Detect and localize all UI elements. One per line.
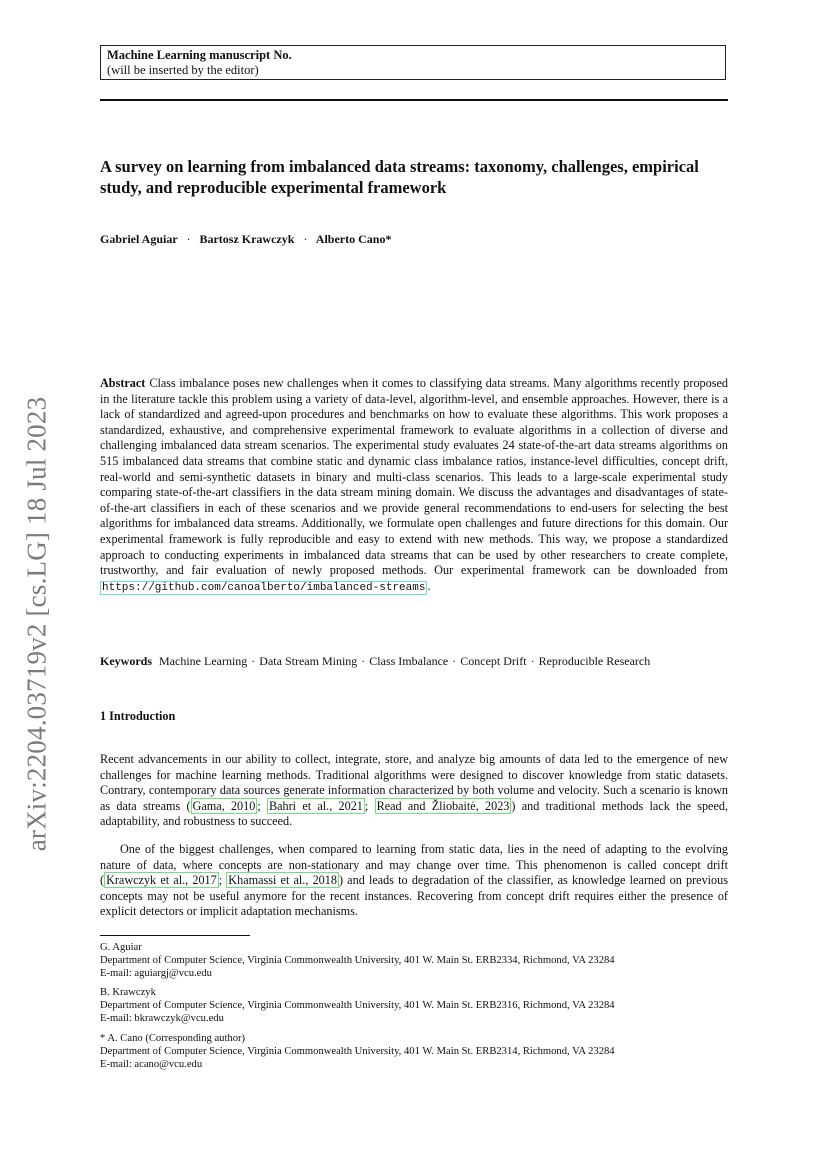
section-heading-introduction: 1 Introduction [100,709,176,723]
citation-separator: ; [218,873,227,888]
keyword-item: Data Stream Mining [259,654,358,668]
paragraph-text: ) and leads to degradation of the classifier, as knowledge learned on previous concepts may not be useful anymore for the recent instances. Recovering from concept drift requires either the presence of explicit detectors or implicit adaptation mechanisms. [100,873,728,919]
abstract-end: . [427,578,431,593]
keyword-item: Reproducible Research [538,654,651,668]
keywords-label: Keywords [100,654,152,668]
footnote-name: B. Krawczyk [100,987,156,998]
abstract [100,376,728,596]
author-name: Bartosz Krawczyk [199,232,295,246]
manuscript-number: Machine Learning manuscript No. [107,48,292,62]
author-name: Gabriel Aguiar [100,232,178,246]
footnote-email: E-mail: acano@vcu.edu [100,1059,203,1070]
intro-paragraph-1 [100,752,728,830]
arxiv-identifier-text: arXiv:2204.03719v2 [cs.LG] 18 Jul 2023 [21,396,52,852]
keywords [100,654,650,669]
citation-link[interactable]: Krawczyk et al., 2017 [106,873,217,888]
paragraph-text: One of the biggest challenges, when compared to learning from static data, lies in the need of adapting to the evolving nature of data, where concepts are non-stationary and may change over time. This phenomenon is called concept drift ( [100,842,728,888]
manuscript-header-box [100,45,726,80]
keyword-separator: · [452,654,457,668]
citation-separator: ; [257,798,267,813]
footnote-affiliation: Department of Computer Science, Virginia Commonwealth University, 401 W. Main St. ERB2316, Richmond, VA 23284 [100,1000,615,1011]
citation-link[interactable]: Khamassi et al., 2018 [228,873,337,888]
repository-link[interactable]: https://github.com/canoalberto/imbalanced-streams [102,581,426,594]
abstract-label: Abstract [100,376,146,390]
citation-link[interactable]: Read and Žliobaitė, 2023 [376,798,510,813]
header-rule [100,99,728,101]
footnote-name: * A. Cano (Corresponding author) [100,1033,246,1044]
footnote-author-1 [100,941,740,980]
keyword-separator: · [251,654,256,668]
keyword-item: Concept Drift [460,654,527,668]
paragraph-text: Recent advancements in our ability to collect, integrate, store, and analyze big amounts of data led to the emergence of new challenges for machine learning methods. Traditional algorithms were designed to discover knowledge from static datasets. Contrary, contemporary data sources generate information characterized by both volume and velocity. Such a scenario is known as data streams ( [100,752,728,813]
author-list [100,232,391,247]
intro-paragraph-2 [100,842,728,920]
footnote-rule [100,935,250,936]
footnote-email: E-mail: aguiargj@vcu.edu [100,968,212,979]
keyword-item: Class Imbalance [369,654,449,668]
footnote-author-2 [100,986,740,1025]
author-name: Alberto Cano* [315,232,392,246]
keyword-separator: · [361,654,366,668]
editor-note: (will be inserted by the editor) [107,63,259,77]
citation-link[interactable]: Gama, 2010 [192,798,256,813]
keyword-item: Machine Learning [159,654,248,668]
keyword-separator: · [530,654,535,668]
citation-separator: ; [364,798,375,813]
author-separator: · [303,232,308,246]
citation-link[interactable]: Bahri et al., 2021 [268,798,363,813]
footnote-email: E-mail: bkrawczyk@vcu.edu [100,1013,224,1024]
footnote-affiliation: Department of Computer Science, Virginia Commonwealth University, 401 W. Main St. ERB2334, Richmond, VA 23284 [100,955,615,966]
footnote-name: G. Aguiar [100,942,142,953]
arxiv-identifier [12,374,62,874]
footnote-affiliation: Department of Computer Science, Virginia Commonwealth University, 401 W. Main St. ERB2314, Richmond, VA 23284 [100,1046,615,1057]
author-separator: · [186,232,191,246]
paragraph-text: ) and traditional methods lack the speed, adaptability, and robustness to succeed. [100,798,729,829]
footnote-author-3 [100,1032,740,1071]
paper-title: A survey on learning from imbalanced data streams: taxonomy, challenges, empirical study, and reproducible experimental framework [100,157,699,197]
abstract-text: Class imbalance poses new challenges when it comes to classifying data streams. Many algorithms recently proposed in the literature tackle this problem using a variety of data-level, algorithm-level, and ensemble approaches. However, there is a lack of standardized and agreed-upon procedures and benchmarks on how to evaluate these algorithms. This work proposes a standardized, exhaustive, and comprehensive experimental framework to evaluate algorithms in a collection of diverse and challenging imbalanced data stream scenarios. The experimental study evaluates 24 state-of-the-art data streams algorithms on 515 imbalanced data streams that combine static and dynamic class imbalance ratios, instance-level difficulties, concept drift, real-world and semi-synthetic datasets in binary and multi-class scenarios. This leads to a large-scale experimental study comparing state-of-the-art classifiers in the data stream mining domain. We discuss the advantages and disadvantages of state-of-the-art classifiers in each of these scenarios and we provide general recommendations to end-users for selecting the best algorithms for imbalanced data streams. Additionally, we formulate open challenges and future directions for this domain. Our experimental framework is fully reproducible and easy to extend with new methods. This way, we propose a standardized approach to conducting experiments in imbalanced data streams that can be used by other researchers to create complete, trustworthy, and fair evaluation of newly proposed methods. Our experimental framework can be downloaded from [100,376,728,578]
